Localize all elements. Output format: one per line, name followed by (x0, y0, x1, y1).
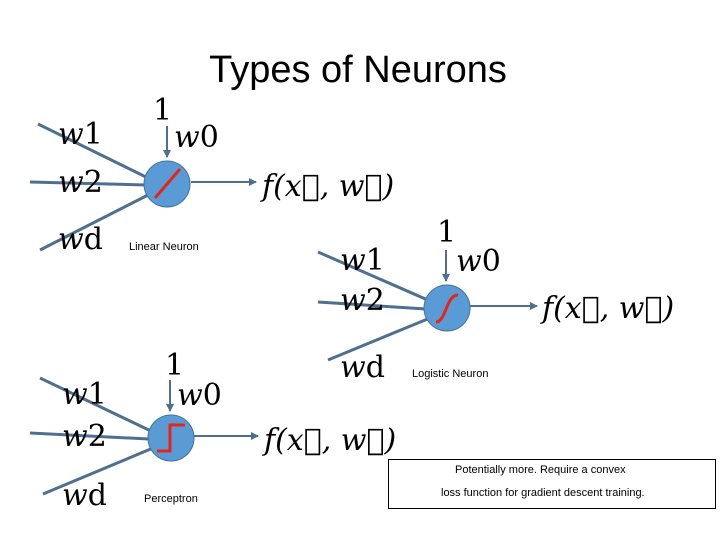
weight-w0-label: w0 (177, 378, 222, 413)
weight-w2-label: w2 (62, 419, 107, 454)
bias-input-label: 1 (153, 93, 173, 128)
weight-w1-label: w1 (340, 243, 385, 278)
note-box (388, 459, 716, 509)
weight-wd-label: wd (58, 222, 103, 257)
neuron-caption: Linear Neuron (129, 241, 199, 253)
output-function-label: f(x⃗, w⃗) (542, 291, 675, 326)
weight-w2-label: w2 (58, 165, 103, 200)
output-function-label: f(x⃗, w⃗) (262, 169, 395, 204)
weight-wd-label: wd (62, 478, 107, 513)
neuron-caption: Perceptron (144, 493, 198, 505)
logistic-neuron (318, 215, 674, 385)
weight-w1-label: w1 (58, 117, 103, 152)
slide-title: Types of Neurons (209, 49, 507, 91)
note-line-1: Potentially more. Require a convex (455, 464, 626, 476)
weight-w1-label: w1 (62, 377, 107, 412)
output-function-label: f(x⃗, w⃗) (264, 423, 397, 458)
weight-w0-label: w0 (456, 244, 501, 279)
bias-input-label: 1 (165, 348, 185, 383)
linear-neuron (30, 93, 394, 257)
note-line-2: loss function for gradient descent training. (441, 487, 645, 499)
weight-wd-label: wd (340, 350, 385, 385)
neuron-caption: Logistic Neuron (412, 368, 489, 380)
weight-w0-label: w0 (174, 120, 219, 155)
bias-input-label: 1 (437, 215, 457, 250)
weight-w2-label: w2 (340, 283, 385, 318)
